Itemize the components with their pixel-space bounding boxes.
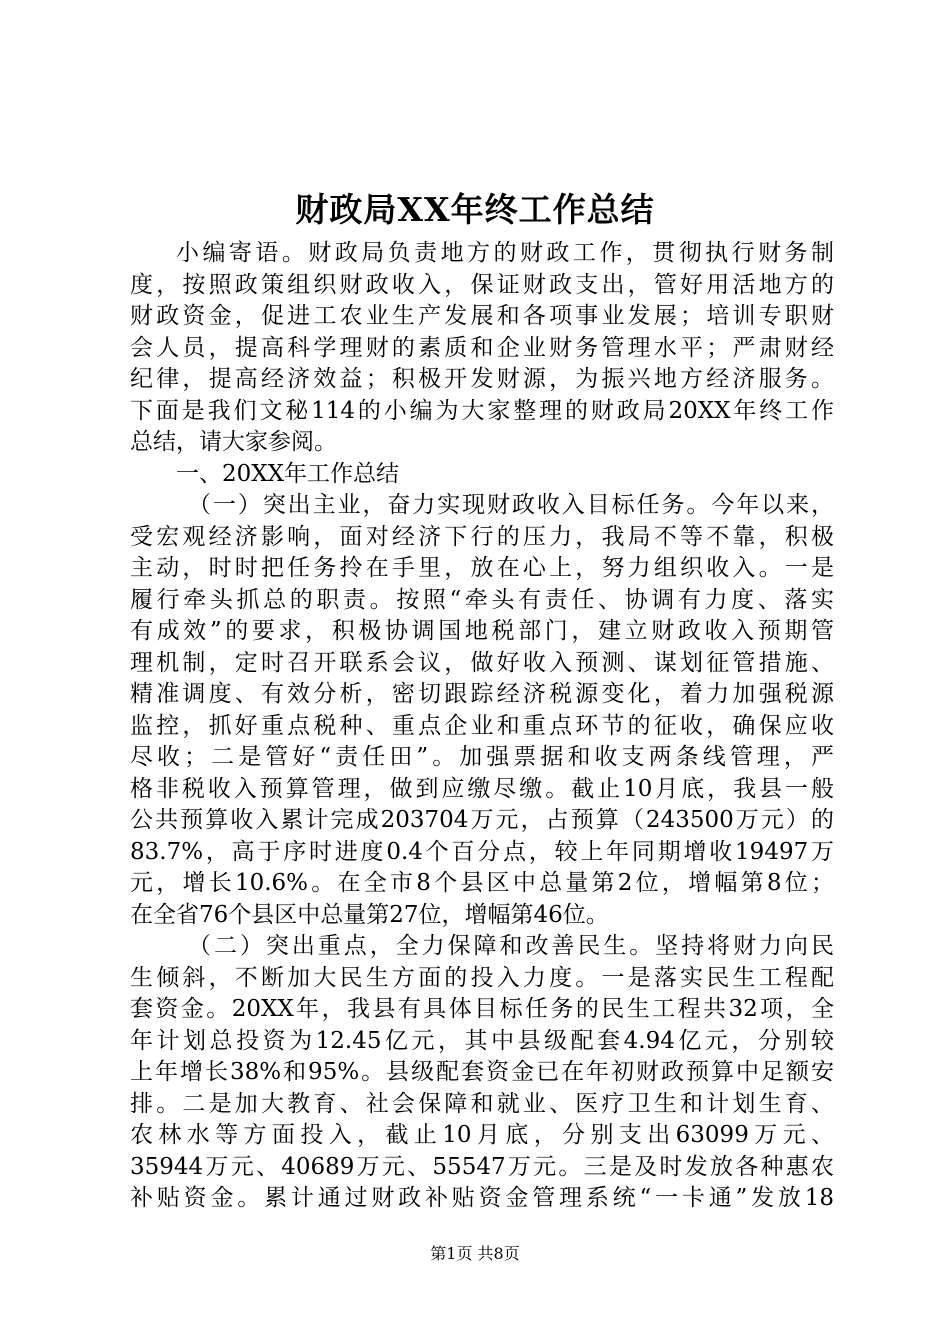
- body-line: 财政资金，促进工农业生产发展和各项事业发展；培训专职财: [130, 303, 834, 329]
- body-line: 排。二是加大教育、社会保障和就业、医疗卫生和计划生育、: [130, 1090, 834, 1117]
- body-line: 元，增长10.6%。在全市8个县区中总量第2位，增幅第8位；: [130, 870, 834, 896]
- body-line: 小编寄语。财政局负责地方的财政工作，贯彻执行财务制: [176, 240, 834, 266]
- body-line: 尽收；二是管好“责任田”。加强票据和收支两条线管理，严: [130, 744, 834, 770]
- section-heading: 一、20XX年工作总结: [176, 460, 400, 487]
- body-line: 公共预算收入累计完成203704万元，占预算（243500万元）的: [130, 807, 834, 833]
- body-line: 主动，时时把任务拎在手里，放在心上，努力组织收入。一是: [130, 555, 834, 581]
- body-line: 补贴资金。累计通过财政补贴资金管理系统“一卡通”发放18: [130, 1185, 834, 1211]
- page-number-footer: 第1页 共8页: [430, 1244, 520, 1263]
- body-line: 精准调度、有效分析，密切跟踪经济税源变化，着力加强税源: [130, 681, 834, 707]
- body-line: 履行牵头抓总的职责。按照“牵头有责任、协调有力度、落实: [130, 586, 834, 613]
- body-line: 会人员，提高科学理财的素质和企业财务管理水平；严肃财经: [130, 334, 834, 361]
- body-line: 总结，请大家参阅。: [130, 429, 337, 455]
- body-line: （二）突出重点，全力保障和改善民生。坚持将财力向民: [188, 933, 834, 959]
- document-body: [130, 238, 834, 1215]
- body-line: 格非税收入预算管理，做到应缴尽缴。截止10月底，我县一般: [130, 775, 834, 802]
- document-title: 财政局XX年终工作总结: [295, 190, 655, 229]
- body-line: 年计划总投资为12.45亿元，其中县级配套4.94亿元，分别较: [130, 1027, 834, 1054]
- body-line: 监控，抓好重点税种、重点企业和重点环节的征收，确保应收: [130, 712, 834, 739]
- body-line: 生倾斜，不断加大民生方面的投入力度。一是落实民生工程配: [130, 964, 834, 991]
- body-line: 83.7%，高于序时进度0.4个百分点，较上年同期增收19497万: [130, 838, 834, 865]
- body-line: 农林水等方面投入，截止10月底，分别支出63099万元、: [130, 1122, 834, 1148]
- body-line: 35944万元、40689万元、55547万元。三是及时发放各种惠农: [130, 1153, 834, 1180]
- body-line: 下面是我们文秘114的小编为大家整理的财政局20XX年终工作: [130, 397, 834, 424]
- body-line: 在全省76个县区中总量第27位，增幅第46位。: [130, 901, 609, 928]
- body-line: 纪律，提高经济效益；积极开发财源，为振兴地方经济服务。: [130, 366, 834, 392]
- body-line: 有成效”的要求，积极协调国地税部门，建立财政收入预期管: [130, 618, 834, 644]
- body-line: 理机制，定时召开联系会议，做好收入预测、谋划征管措施、: [130, 649, 834, 676]
- body-line: 上年增长38%和95%。县级配套资金已在年初财政预算中足额安: [130, 1059, 834, 1085]
- body-line: 受宏观经济影响，面对经济下行的压力，我局不等不靠，积极: [130, 523, 834, 550]
- body-line: 度，按照政策组织财政收入，保证财政支出，管好用活地方的: [130, 271, 834, 298]
- body-line: 套资金。20XX年，我县有具体目标任务的民生工程共32项，全: [130, 996, 834, 1022]
- body-line: （一）突出主业，奋力实现财政收入目标任务。今年以来，: [188, 492, 834, 518]
